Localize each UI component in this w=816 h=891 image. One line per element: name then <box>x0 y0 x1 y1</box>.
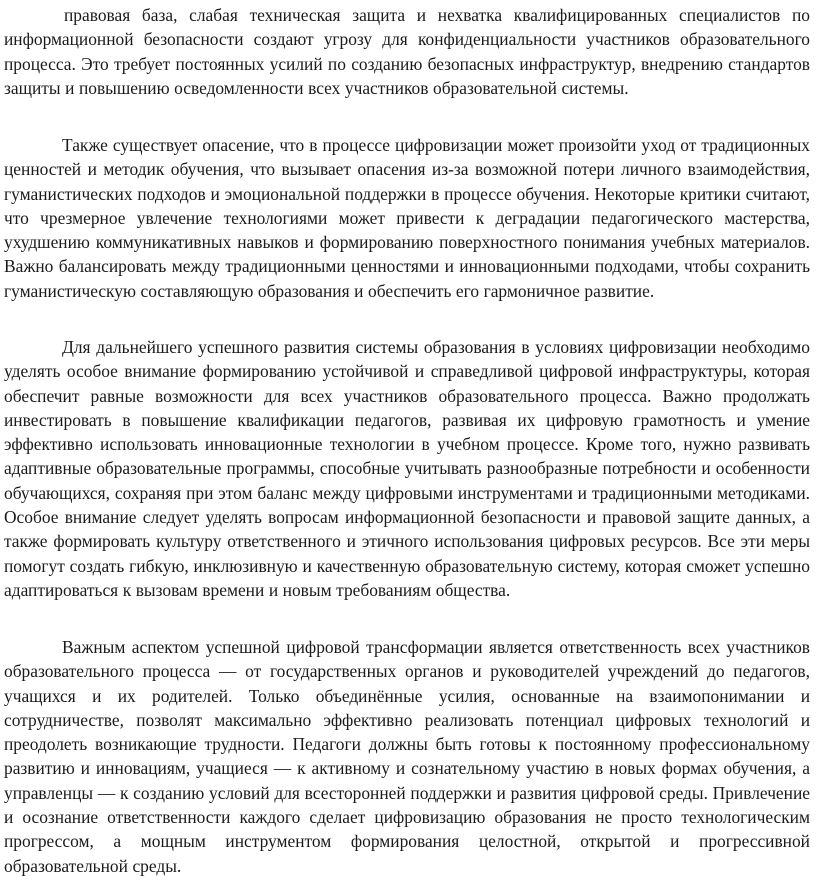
paragraph-4: Важным аспектом успешной цифровой трансформации является ответственность всех участников образовательного процесса — от государственных органов и руководителей учреждений до педагогов, учащихся и их родителей. Только объединённые усилия, основанные на взаимопонимании и сотрудничестве, позволят максимально эффективно реализовать потенциал цифровых технологий и преодолеть возникающие трудности. Педагоги должны быть готовы к постоянному профессиональному развитию и инновациям, учащиеся — к активному и сознательному участию в новых формах обучения, а управленцы — к созданию условий для всесторонней поддержки и развития цифровой среды. Привлечение и осознание ответственности каждого сделает цифровизацию образования не просто технологическим прогрессом, а мощным инструментом формирования целостной, открытой и прогрессивной образовательной среды. <box>4 637 810 876</box>
paragraph-1: правовая база, слабая техническая защита и нехватка квалифицированных специалистов по информационной безопасности создают угрозу для конфиденциальности участников образовательного процесса. Это требует постоянных усилий по созданию безопасных инфраструктур, внедрению стандартов защиты и повышению осведомленности всех участников образовательной системы. <box>4 5 810 98</box>
paragraph-2: Также существует опасение, что в процессе цифровизации может произойти уход от традиционных ценностей и методик обучения, что вызывает опасения из-за возможной потери личного взаимодействия, гуманистических подходов и эмоциональной поддержки в процессе обучения. Некоторые критики считают, что чрезмерное увлечение технологиями может привести к деградации педагогического мастерства, ухудшению коммуникативных навыков и формированию поверхностного понимания учебных материалов. Важно балансировать между традиционными ценностями и инновационными подходами, чтобы сохранить гуманистическую составляющую образования и обеспечить его гармоничное развитие. <box>4 135 810 301</box>
paragraph-3: Для дальнейшего успешного развития системы образования в условиях цифровизации необходимо уделять особое внимание формированию устойчивой и справедливой цифровой инфраструктуры, которая обеспечит равные возможности для всех участников образовательного процесса. Важно продолжать инвестировать в повышение квалификации педагогов, развивая их цифровую грамотность и умение эффективно использовать инновационные технологии в учебном процессе. Кроме того, нужно развивать адаптивные образовательные программы, способные учитывать разнообразные потребности и особенности обучающихся, сохраняя при этом баланс между цифровыми инструментами и традиционными методиками. Особое внимание следует уделять вопросам информационной безопасности и правовой защите данных, а также формировать культуру ответственного и этичного использования цифровых ресурсов. Все эти меры помогут создать гибкую, инклюзивную и качественную образовательную систему, которая сможет успешно адаптироваться к вызовам времени и новым требованиям общества. <box>4 337 810 600</box>
